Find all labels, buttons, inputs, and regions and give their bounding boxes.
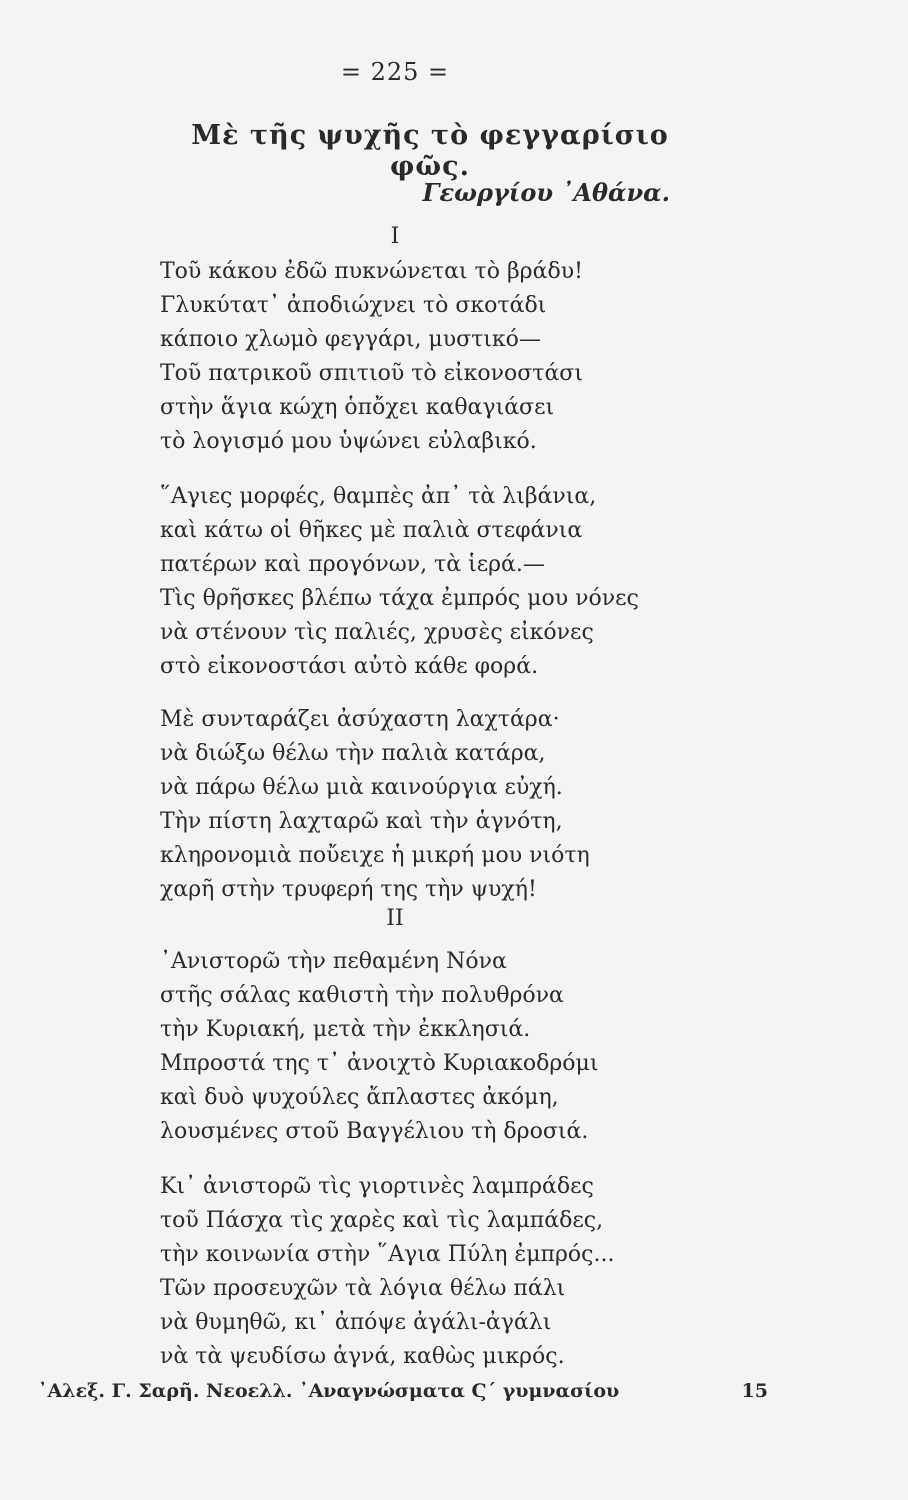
stanza-5 (160, 1170, 680, 1374)
poem-title: Μὲ τῆς ψυχῆς τὸ φεγγαρίσιο φῶς. (191, 120, 669, 182)
poem-line: λουσμένες στοῦ Βαγγέλιου τὴ δροσιά. (160, 1119, 589, 1144)
poem-line: τοῦ Πάσχα τὶς χαρὲς καὶ τὶς λαμπάδες, (160, 1208, 604, 1233)
footer-signature-number: 15 (741, 1380, 768, 1402)
poem-line: Τὶς θρῆσκες βλέπω τάχα ἐμπρός μου νόνες (160, 586, 639, 611)
poem-line: Τῶν προσευχῶν τὰ λόγια θέλω πάλι (160, 1276, 566, 1301)
poem-line: τὸ λογισμό μου ὑψώνει εὐλαβικό. (160, 429, 537, 454)
poem-line: τὴν Κυριακή, μετὰ τὴν ἐκκλησιά. (160, 1017, 531, 1042)
poem-line: ῞Αγιες μορφές, θαμπὲς ἀπ᾿ τὰ λιβάνια, (160, 484, 597, 509)
page-number: = 225 = (340, 58, 450, 86)
stanza-4 (160, 945, 680, 1149)
page-footer (38, 1376, 768, 1406)
poem-line: ᾿Ανιστορῶ τὴν πεθαμένη Νόνα (160, 949, 507, 974)
stanza-2 (160, 480, 680, 684)
poem-line: καὶ δυὸ ψυχούλες ἄπλαστες ἀκόμη, (160, 1085, 559, 1110)
poem-line: Τὴν πίστη λαχταρῶ καὶ τὴν ἁγνότη, (160, 809, 563, 834)
poem-line: πατέρων καὶ προγόνων, τὰ ἱερά.— (160, 552, 545, 577)
footer-book-reference: ᾿Αλεξ. Γ. Σαρῆ. Νεοελλ. ᾿Αναγνώσματα Ϛ΄ γυμνασίου (38, 1380, 620, 1402)
poem-line: Κι᾿ ἀνιστορῶ τὶς γιορτινὲς λαμπράδες (160, 1174, 594, 1199)
poem-author: Γεωργίου ᾿Αθάνα. (422, 178, 670, 207)
section-number-one: Ι (390, 224, 400, 249)
poem-line: Τοῦ πατρικοῦ σπιτιοῦ τὸ εἰκονοστάσι (160, 361, 583, 386)
poem-line: χαρῆ στὴν τρυφερή της τὴν ψυχή! (160, 877, 537, 902)
poem-line: κάποιο χλωμὸ φεγγάρι, μυστικό— (160, 327, 541, 352)
poem-line: νὰ στένουν τὶς παλιές, χρυσὲς εἰκόνες (160, 620, 594, 645)
poem-line: στὴν ἅγια κώχη ὁπὄχει καθαγιάσει (160, 395, 555, 420)
poem-line: καὶ κάτω οἱ θῆκες μὲ παλιὰ στεφάνια (160, 518, 583, 543)
poem-line: νὰ διώξω θέλω τὴν παλιὰ κατάρα, (160, 741, 546, 766)
poem-line: Μπροστά της τ᾿ ἀνοιχτὸ Κυριακοδρόμι (160, 1051, 599, 1076)
section-number-two: ΙΙ (386, 906, 404, 931)
poem-line: τὴν κοινωνία στὴν ῞Αγια Πύλη ἐμπρός... (160, 1242, 615, 1267)
poem-line: νὰ πάρω θέλω μιὰ καινούργια εὐχή. (160, 775, 563, 800)
poem-line: Μὲ συνταράζει ἀσύχαστη λαχτάρα· (160, 707, 560, 732)
poem-line: κληρονομιὰ ποὔειχε ἡ μικρή μου νιότη (160, 843, 590, 868)
poem-line: νὰ τὰ ψευδίσω ἁγνά, καθὼς μικρός. (160, 1344, 565, 1369)
stanza-1 (160, 255, 680, 459)
poem-line: στῆς σάλας καθιστὴ τὴν πολυθρόνα (160, 983, 564, 1008)
poem-line: Γλυκύτατ᾿ ἀποδιώχνει τὸ σκοτάδι (160, 293, 547, 318)
poem-line: στὸ εἰκονοστάσι αὐτὸ κάθε φορά. (160, 654, 539, 679)
stanza-3 (160, 703, 680, 907)
poem-line: νὰ θυμηθῶ, κι᾿ ἀπόψε ἀγάλι-ἀγάλι (160, 1310, 552, 1335)
poem-line: Τοῦ κάκου ἐδῶ πυκνώνεται τὸ βράδυ! (160, 259, 583, 284)
